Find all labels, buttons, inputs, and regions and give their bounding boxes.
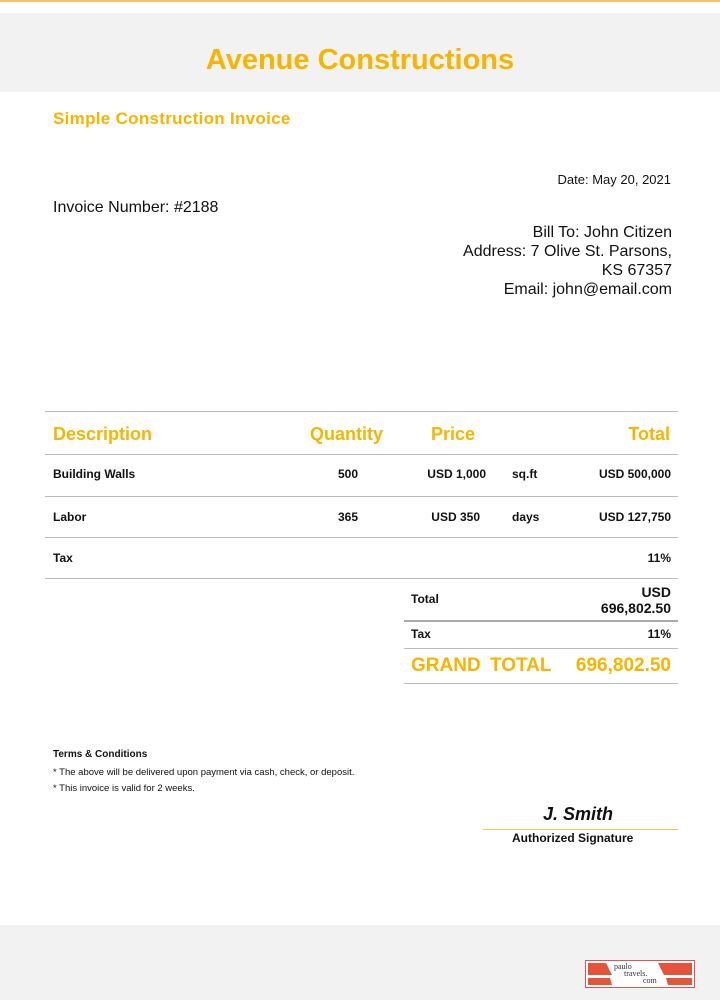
row-unit: days [512,510,540,524]
header-quantity: Quantity [310,424,384,444]
summary-total-value [601,584,671,616]
logo-text: paulo [614,962,632,971]
row-description: Labor [53,510,87,524]
company-name: Avenue Constructions [205,44,515,76]
invoice-number: Invoice Number: #2188 [53,199,219,216]
row-total: USD 500,000 [598,467,671,481]
grand-total-label: GRAND TOTAL [411,655,552,676]
invoice-subtitle: Simple Construction Invoice [53,109,291,128]
row-description: Building Walls [53,467,136,481]
logo-text: com [643,976,657,985]
row-unit: sq.ft [512,467,538,481]
summary-total-currency: USD [641,584,671,600]
bill-to-address: Address: 7 Olive St. Parsons, [463,243,672,260]
header-price: Price [431,424,476,444]
row-description: Tax [53,551,73,565]
bill-to-name: Bill To: John Citizen [532,224,672,241]
row-price: USD 1,000 [427,467,486,481]
header-description: Description [53,424,153,444]
row-total: USD 127,750 [598,510,671,524]
row-quantity: 365 [338,510,359,524]
summary-total-amount: 696,802.50 [600,600,671,616]
terms-title: Terms & Conditions [53,749,148,760]
terms-line: * This invoice is valid for 2 weeks. [53,783,195,794]
row-quantity: 500 [338,467,359,481]
bill-to-address-2: KS 67357 [601,262,672,279]
signature-label: Authorized Signature [512,831,634,845]
header-total: Total [628,424,670,444]
top-border [0,0,720,2]
summary-total-label: Total [411,592,439,606]
bill-to-email: Email: john@email.com [503,281,672,298]
row-price: USD 350 [431,510,480,524]
grand-total-value: 696,802.50 [575,655,671,676]
summary-tax-label: Tax [411,627,431,641]
terms-line: * The above will be delivered upon payment via cash, check, or deposit. [53,767,355,778]
header-band [0,13,720,92]
signature-name: J. Smith [543,804,614,824]
watermark-logo [585,960,695,988]
summary-tax-value: 11% [647,627,671,641]
logo-text: travels. [624,969,648,978]
row-total: 11% [647,551,671,565]
bill-to-block [463,223,672,299]
invoice-date: Date: May 20, 2021 [557,172,671,187]
